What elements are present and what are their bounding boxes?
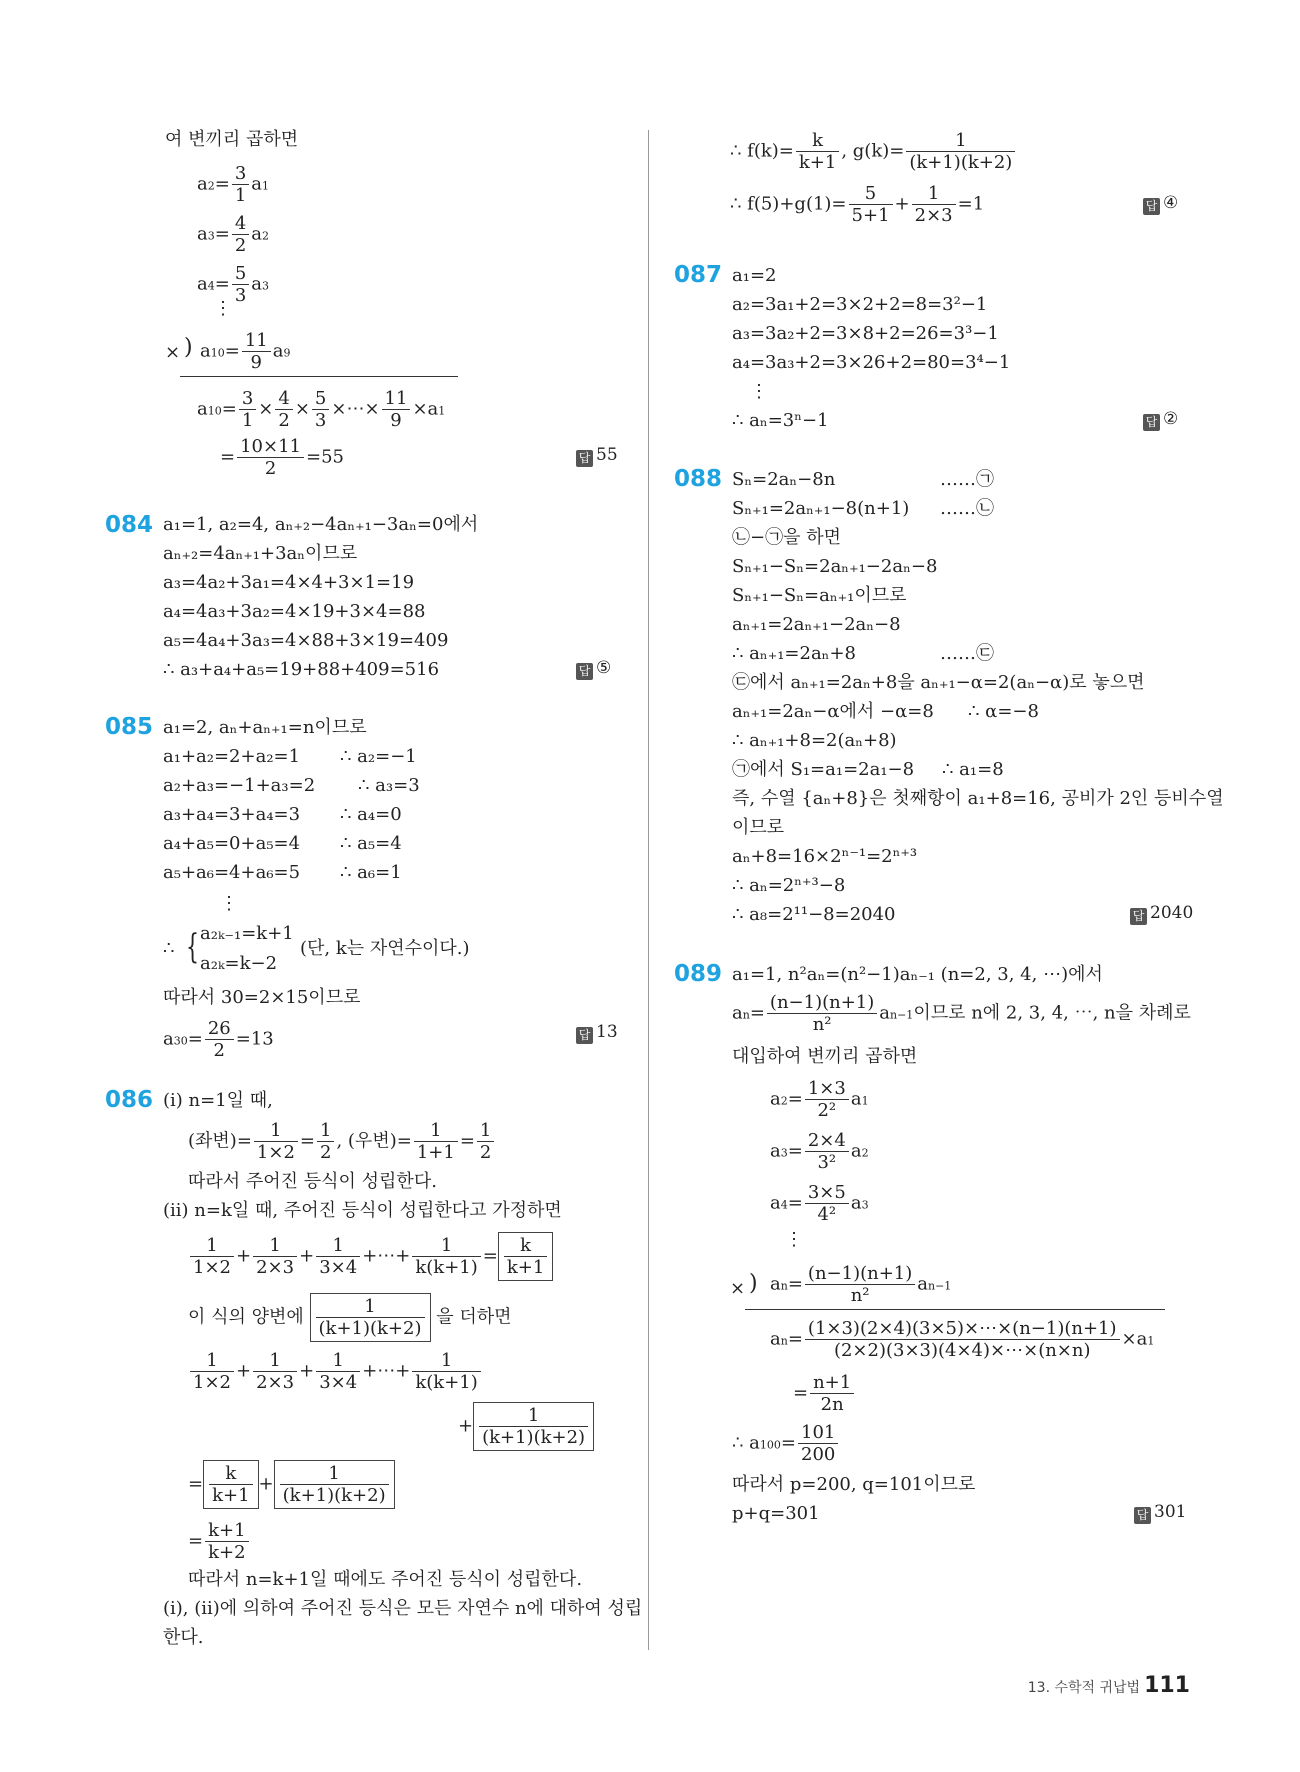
multiply-sign: × (730, 1278, 746, 1299)
solution-line: a₅+a₆=4+a₆=5 (163, 862, 301, 883)
answer (576, 1022, 618, 1044)
equation: a3= $\frac{2\times 4}{\text{3²}}$ a2 (770, 1130, 869, 1173)
page-number: 111 (1144, 1673, 1190, 1698)
equation: an= $\frac{(n-1)(n+1)}{\text{n²}}$ an−1이므로 n에 2, 3, 4, ⋯, n을 차례로 (732, 992, 1191, 1035)
solution-line: a₃+a₄=3+a₄=3 (163, 804, 301, 825)
solution-line: 한다. (163, 1627, 204, 1648)
solution-line: 따라서 30=2×15이므로 (163, 987, 361, 1008)
equation: (좌변)= $\frac{1}{1\times 2}$ = $\frac{1}{2}$ , (우변)= $\frac{1}{1+1}$ = $\frac{1}{2}$ (188, 1120, 496, 1163)
solution-line: ∴ aₙ₊₁+8=2(aₙ+8) (732, 730, 897, 751)
solution-line: 즉, 수열 {aₙ+8}은 첫째항이 a₁+8=16, 공비가 2인 등비수열 (732, 788, 1224, 809)
intro-text: 여 변끼리 곱하면 (165, 129, 299, 150)
answer-value: ④ (1163, 193, 1179, 213)
multiply-sign: × (165, 342, 181, 363)
product-rule (180, 376, 458, 377)
equation: an= $\frac{(n-1)(n+1)}{\text{n²}}$ an−1 (770, 1263, 952, 1306)
equation: a10= $\frac{3}{1}$ × $\frac{4}{2}$ × $\frac{5}{3}$ ×⋯× $\frac{11}{9}$ ×a1 (197, 388, 446, 431)
solution-line: ∴ aₙ=2ⁿ⁺³−8 (732, 875, 846, 896)
answer (1143, 193, 1178, 215)
solution-line: 대입하여 변끼리 곱하면 (732, 1046, 918, 1067)
right-column (650, 0, 1300, 1772)
answer (576, 445, 618, 467)
equation-marker: ……㉡ (940, 498, 994, 519)
answer-value: 301 (1154, 1502, 1187, 1522)
equation: ∴ f(k)= $\frac{k}{k+1}$ , g(k)= $\frac{1}{(k+1)(k+2)}$ (730, 130, 1017, 173)
answer-icon: 답 (1143, 414, 1160, 431)
solution-line: a₁=2 (732, 265, 777, 286)
equation-marker: ……㉢ (940, 643, 994, 664)
answer-value: 13 (596, 1022, 618, 1042)
equation: a3= $\frac{4}{2}$ a2 (197, 213, 270, 256)
solution-line: a₁=2, aₙ+aₙ₊₁=n이므로 (163, 717, 367, 738)
equation: ∴ f(5)+g(1)= $\frac{5}{5+1}$ + $\frac{1}{2\times 3}$ =1 (730, 183, 985, 226)
equation: a4= $\frac{5}{3}$ a3 (197, 263, 270, 306)
equation: a4= $\frac{3\times 5}{\text{4²}}$ a3 (770, 1182, 869, 1225)
answer (1130, 903, 1193, 925)
bracket: ) (184, 335, 193, 360)
equation: a2= $\frac{3}{1}$ a1 (197, 163, 270, 206)
problem-number: 088 (674, 466, 723, 492)
answer-icon: 답 (576, 450, 593, 467)
solution-line: ㉢에서 aₙ₊₁=2aₙ+8을 aₙ₊₁−α=2(aₙ−α)로 놓으면 (732, 672, 1145, 693)
vertical-dots: ⋮ (220, 893, 238, 914)
solution-line: Sₙ=2aₙ−8n (732, 469, 836, 490)
answer-value: 55 (596, 445, 618, 465)
solution-line: a₄=3a₃+2=3×26+2=80=3⁴−1 (732, 352, 1011, 373)
solution-line: a₅=4a₄+3a₃=4×88+3×19=409 (163, 630, 449, 651)
solution-line: a₂+a₃=−1+a₃=2 (163, 775, 316, 796)
text: 이 식의 양변에 (188, 1306, 304, 1328)
text: 을 더하면 (436, 1306, 512, 1328)
equation: $\frac{1}{1\times 2}$ + $\frac{1}{2\times 3}$ + $\frac{1}{3\times 4}$ +⋯+ $\frac{1}{k(k+1)}$ = $\frac{k}{k+1}$ (188, 1232, 553, 1281)
vertical-dots: ⋮ (214, 298, 232, 319)
equation: ∴ a100= $\frac{101}{200}$ (732, 1422, 840, 1465)
solution-line: aₙ₊₁=2aₙ−α에서 −α=8 (732, 701, 934, 722)
solution-line: (ⅰ), (ⅱ)에 의하여 주어진 등식은 모든 자연수 n에 대하여 성립 (163, 1598, 643, 1619)
solution-line: ∴ α=−8 (968, 701, 1039, 722)
product-rule (745, 1309, 1165, 1310)
answer-icon: 답 (576, 1027, 593, 1044)
solution-line: Sₙ₊₁−Sₙ=2aₙ₊₁−2aₙ−8 (732, 556, 938, 577)
solution-line: Sₙ₊₁=2aₙ₊₁−8(n+1) (732, 498, 910, 519)
answer-value: 2040 (1150, 903, 1194, 923)
solution-line: ∴ aₙ₊₁=2aₙ+8 (732, 643, 856, 664)
equation: 이 식의 양변에 $\frac{1}{(k+1)(k+2)}$ 을 더하면 (188, 1293, 512, 1342)
solution-line: a₂=3a₁+2=3×2+2=8=3²−1 (732, 294, 988, 315)
solution-line: 따라서 주어진 등식이 성립한다. (188, 1171, 437, 1192)
equation: an= $\frac{(1\times 3)(2\times 4)(3\times 5)\times\cdots\times(n-1)(n+1)}{(2\times 2)(3\times 3)(4\times 4)\times\cdots\times(n\times n)}$ ×a1 (770, 1318, 1155, 1361)
problem-number: 085 (105, 714, 154, 740)
left-side-label: (좌변)= (188, 1130, 252, 1152)
problem-number: 087 (674, 262, 723, 288)
chapter-title: 13. 수학적 귀납법 (1027, 1680, 1141, 1696)
solution-line: a₄+a₅=0+a₅=4 (163, 833, 301, 854)
solution-line: ∴ a₄=0 (340, 804, 402, 825)
equation-marker: ……㉠ (940, 469, 994, 490)
answer-value: ② (1163, 409, 1179, 429)
equation: = $\frac{10\times 11}{2}$ =55 (220, 436, 344, 479)
answer (576, 658, 611, 680)
solution-line: aₙ₊₁=2aₙ₊₁−2aₙ−8 (732, 614, 901, 635)
equation: = $\frac{k}{k+1}$ + $\frac{1}{(k+1)(k+2)}$ (188, 1460, 395, 1509)
equation: $\frac{1}{1\times 2}$ + $\frac{1}{2\times 3}$ + $\frac{1}{3\times 4}$ +⋯+ $\frac{1}{k(k+1)}$ (188, 1350, 483, 1393)
page-footer (1028, 1673, 1190, 1698)
solution-line: 따라서 n=k+1일 때에도 주어진 등식이 성립한다. (188, 1569, 583, 1590)
solution-line: ∴ a₃=3 (358, 775, 420, 796)
solution-line: Sₙ₊₁−Sₙ=aₙ₊₁이므로 (732, 585, 907, 606)
solution-line: a₁+a₂=2+a₂=1 (163, 746, 301, 767)
answer-icon: 답 (576, 663, 593, 680)
solution-line: ∴ a₂=−1 (340, 746, 417, 767)
problem-number: 089 (674, 961, 723, 987)
solution-line: ∴ a₅=4 (340, 833, 402, 854)
answer-value: ⑤ (596, 658, 612, 678)
solution-line: ∴ aₙ=3ⁿ−1 (732, 410, 829, 431)
solution-line: (ⅱ) n=k일 때, 주어진 등식이 성립한다고 가정하면 (163, 1200, 562, 1221)
answer (1134, 1502, 1186, 1524)
solution-line: aₙ+8=16×2ⁿ⁻¹=2ⁿ⁺³ (732, 846, 918, 867)
solution-line: ∴ a₆=1 (340, 862, 402, 883)
solution-line: ㉠에서 S₁=a₁=2a₁−8 (732, 759, 915, 780)
right-side-label: (우변)= (347, 1130, 412, 1152)
answer-icon: 답 (1143, 198, 1160, 215)
brace: { (186, 927, 199, 967)
solution-line: ㉡−㉠을 하면 (732, 527, 841, 548)
solution-line: a₁=1, a₂=4, aₙ₊₂−4aₙ₊₁−3aₙ=0에서 (163, 514, 479, 535)
note: (단, k는 자연수이다.) (300, 938, 470, 959)
answer-icon: 답 (1134, 1507, 1151, 1524)
solution-line: ∴ a₃+a₄+a₅=19+88+409=516 (163, 659, 440, 680)
bracket: ) (749, 1271, 758, 1296)
solution-line: a₄=4a₃+3a₂=4×19+3×4=88 (163, 601, 426, 622)
problem-number: 086 (105, 1087, 154, 1113)
solution-line: 따라서 p=200, q=101이므로 (732, 1474, 976, 1495)
solution-line: (ⅰ) n=1일 때, (163, 1090, 273, 1111)
vertical-dots: ⋮ (750, 381, 768, 402)
solution-line: ∴ a₈=2¹¹−8=2040 (732, 904, 896, 925)
therefore: ∴ (163, 938, 175, 959)
equation: = $\frac{n+1}{2n}$ (793, 1372, 856, 1415)
solution-line: a₃=4a₂+3a₁=4×4+3×1=19 (163, 572, 415, 593)
equation: + $\frac{1}{(k+1)(k+2)}$ (458, 1402, 594, 1451)
solution-line: aₙ₊₂=4aₙ₊₁+3aₙ이므로 (163, 543, 358, 564)
solution-line: p+q=301 (732, 1503, 820, 1524)
equation: a30= $\frac{26}{2}$ =13 (163, 1018, 274, 1061)
equation: a₂ₖ₋₁=k+1 (200, 923, 294, 944)
vertical-dots: ⋮ (785, 1229, 803, 1250)
equation: a2= $\frac{1\times 3}{\text{2²}}$ a1 (770, 1078, 869, 1121)
equation: a10= $\frac{11}{9}$ a9 (200, 330, 291, 373)
problem-number: 084 (105, 512, 154, 538)
solution-line: 이므로 (732, 817, 785, 838)
equation: = $\frac{k+1}{k+2}$ (188, 1520, 251, 1563)
equation: a₂ₖ=k−2 (200, 953, 278, 974)
solution-line: a₁=1, n²aₙ=(n²−1)aₙ₋₁ (n=2, 3, 4, ⋯)에서 (732, 964, 1103, 985)
answer (1143, 409, 1178, 431)
answer-icon: 답 (1130, 908, 1147, 925)
solution-line: a₃=3a₂+2=3×8+2=26=3³−1 (732, 323, 999, 344)
text: 이므로 n에 2, 3, 4, ⋯, n을 차례로 (913, 1002, 1191, 1024)
solution-line: ∴ a₁=8 (942, 759, 1004, 780)
